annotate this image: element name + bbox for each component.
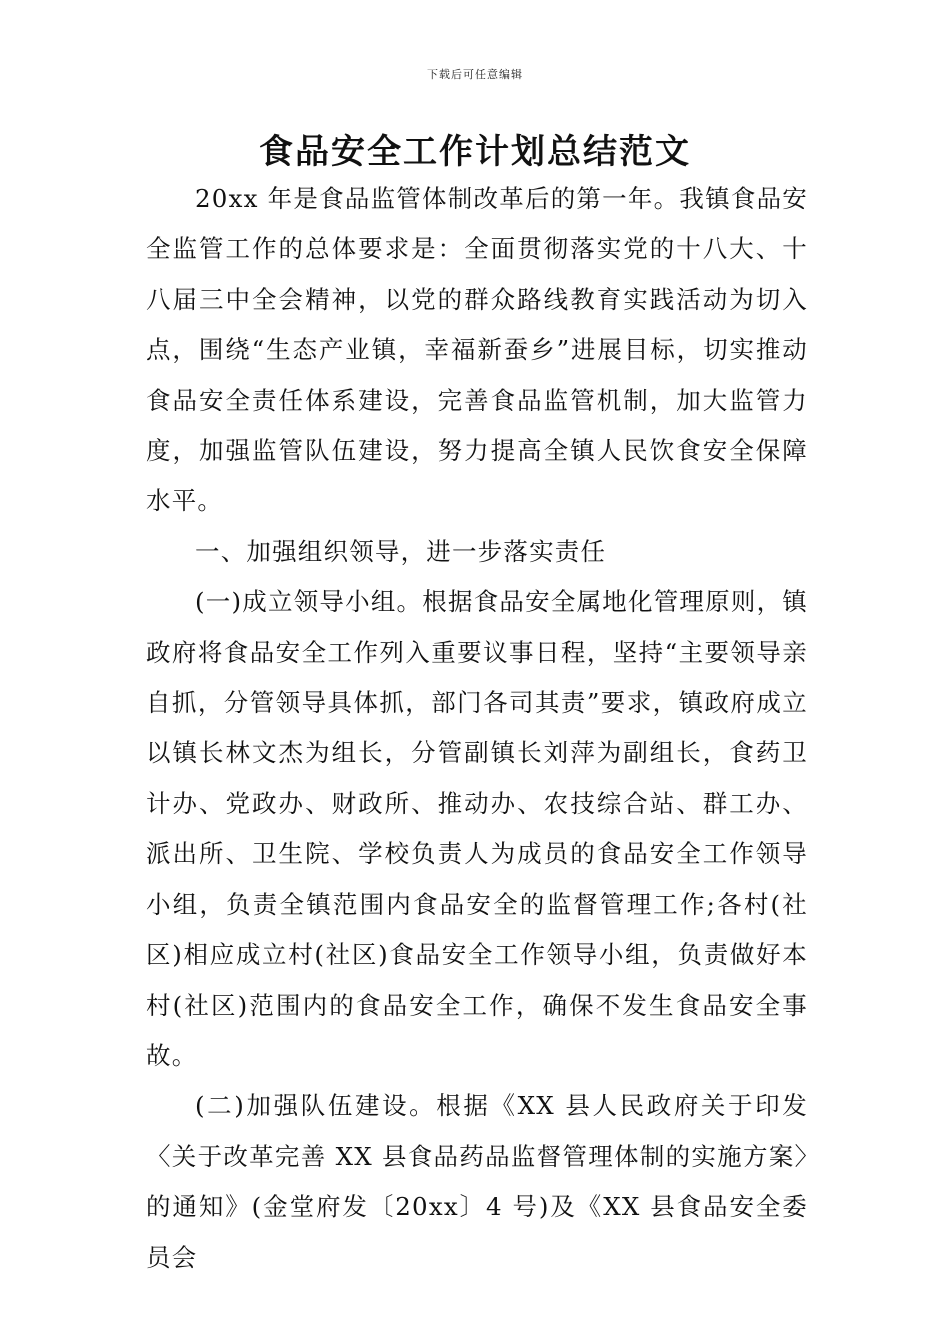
paragraph-leading-group: (一)成立领导小组。根据食品安全属地化管理原则，镇政府将食品安全工作列入重要议事日程，坚持“主要领导亲自抓，分管领导具体抓，部门各司其责”要求，镇政府成立以镇长林文杰为组长，分管副镇长刘萍为副组长，食药卫计办、党政办、财政所、推动办、农技综合站、群工办、派出所、卫生院、学校负责人为成员的食品安全工作领导小组，负责全镇范围内食品安全的监督管理工作;各村(社区)相应成立村(社区)食品安全工作领导小组，负责做好本村(社区)范围内的食品安全工作，确保不发生食品安全事故。 <box>146 587 808 1070</box>
document-title: 食品安全工作计划总结范文 <box>259 132 691 172</box>
section-heading-1: 一、加强组织领导，进一步落实责任 <box>195 536 607 566</box>
paragraph-team-building: (二)加强队伍建设。根据《XX 县人民政府关于印发〈关于改革完善 XX 县食品药品监督管理体制的实施方案〉的通知》(金堂府发〔20xx〕4 号)及《XX 县食品安全委员会 <box>146 1091 808 1272</box>
intro-paragraph: 20xx 年是食品监管体制改革后的第一年。我镇食品安全监管工作的总体要求是：全面贯彻落实党的十八大、十八届三中全会精神，以党的群众路线教育实践活动为切入点，围绕“生态产业镇，幸福新蚕乡”进展目标，切实推动食品安全责任体系建设，完善食品监管机制，加大监管力度，加强监管队伍建设，努力提高全镇人民饮食安全保障水平。 <box>146 184 808 516</box>
document-body <box>146 174 808 1283</box>
page-header-note: 下载后可任意编辑 <box>427 68 523 81</box>
